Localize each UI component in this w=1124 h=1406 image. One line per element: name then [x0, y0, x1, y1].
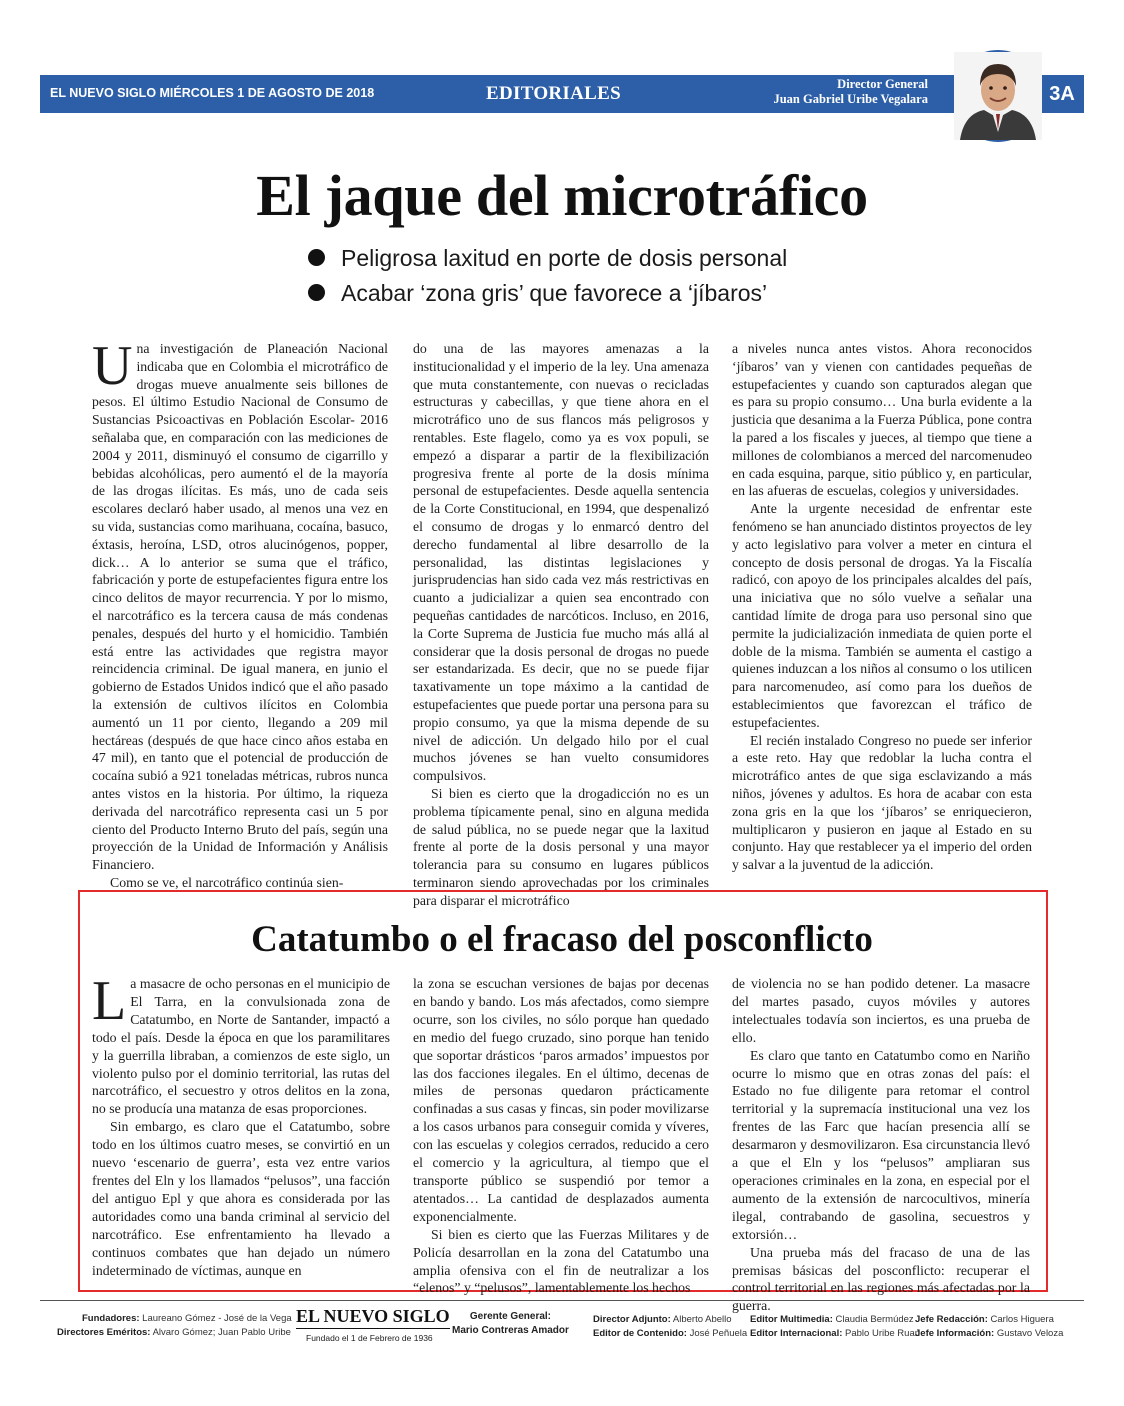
editorial-1-bullet-1	[308, 245, 787, 272]
paragraph	[92, 335, 388, 874]
paragraph-text: na investigación de Planeación Nacional indicaba que en Colombia el microtráfico de drogas mueve anualmente seis billones de pesos. El último Estudio Nacional de Consumo de Sustancias Psicoactivas en Población Escolar- 2016 señalaba que, en comparación con las mediciones de 2004 y 2011, disminuyó el consumo de cigarrillo y bebidas alcohólicas, pero aumentó el de la mayoría de las drogas ilícitas. Es más, uno de cada seis escolares declaró haber usado, al menos una vez en su vida, sustancias como marihuana, cocaína, basuco, éxtasis, heroína, LSD, otros alucinógenos, popper, dick… A lo anterior se suma que el tráfico, fabricación y porte de estupefacientes figura entre los cinco delitos de mayor recurrencia. Y por lo mismo, el narcotráfico es la tercera causa de más condenas penales, después del hurto y el homicidio. También está entre las actividades que registra mayor reincidencia criminal. De igual manera, en junio el gobierno de Estados Unidos indicó que el año pasado la extensión de cultivos ilícitos en Colombia aumentó un 11 por ciento, llegando a 209 mil hectáreas (después de que hace cinco años estaba en 47 mil), en tanto que el potencial de producción de cocaína subió a 921 toneladas métricas, rubros nunca antes vistos en la historia. Por último, la riqueza derivada del narcotráfico representa casi un 5 por ciento del Producto Interno Bruto del país, según una proyección de la Unidad de Información y Análisis Financiero.	[92, 341, 388, 873]
drop-cap: U	[92, 335, 133, 397]
footer-redaccion	[915, 1313, 1054, 1327]
footer-value: Gustavo Veloza	[996, 1328, 1064, 1339]
paragraph: do una de las mayores amenazas a la institucionalidad y el imperio de la ley. Una amenaza que muta constantemente, con nuevas o recicladas estructuras y cabecillas, y que tiene ahora en el microtráfico uno de sus flancos más peligrosos y rentables. Este flagelo, como ya es vox populi, se empezó a disparar a partir de la flexibilización progresiva frente al porte de la dosis mínima personal de estupefacientes. Desde aquella sentencia de la Corte Constitucional, en 1994, que despenalizó el consumo de drogas y lo enmarcó dentro del derecho fundamental al libre desarrollo de la personalidad, las distintas legislaciones y jurisprudencias han sido cada vez más restrictivas en cuanto a judicializar a quien sea encontrado con pequeñas cantidades de narcóticos. Incluso, en 2016, la Corte Suprema de Justicia fue mucho más allá al considerar que la dosis personal de drogas no puede ser estandarizada. Es decir, que no se puede fijar taxativamente un tope máximo a la cantidad de estupefacientes que puede portar una persona para su propio consumo, ya que la misma depende de su nivel de adicción. Un delgado hilo por el cual muchos jóvenes se han vuelto consumidores compulsivos.	[413, 341, 709, 784]
footer-contenido	[593, 1327, 747, 1341]
drop-cap: L	[92, 970, 127, 1032]
footer-divider	[40, 1300, 1084, 1301]
paragraph: a niveles nunca antes vistos. Ahora reconocidos ‘jíbaros’ van y vienen con cantidades pequeñas de estupefacientes y cuando son capturados alegan que es para su propio consumo… Una burla evidente a la justicia que desanima a la Fuerza Pública, pone contra la pared a los fiscales y jueces, al tiempo que tiene a millones de colombianos a merced del narcomenudeo en cada esquina, parque, sitio público y, en particular, en las afueras de escuelas, colegios y universidades.	[732, 341, 1032, 499]
bullet-dot-icon	[308, 284, 325, 301]
footer-value: Pablo Uribe Ruan	[845, 1328, 921, 1339]
footer-emeritus	[57, 1326, 291, 1340]
director-credit	[773, 77, 928, 107]
paragraph: Una prueba más del fracaso de una de las premisas básicas del posconflicto: recuperar el control territorial en las regiones más afectadas por la guerra.	[732, 1244, 1030, 1314]
director-name: Juan Gabriel Uribe Vegalara	[773, 92, 928, 106]
footer-label: Director Adjunto:	[593, 1314, 671, 1325]
header-band	[40, 75, 1084, 113]
footer-value: Carlos Higuera	[990, 1314, 1054, 1325]
paragraph: la zona se escuchan versiones de bajas por decenas en bando y bando. Los más afectados, como siempre ocurre, son los civiles, no sólo porque han quedado en medio del fuego cruzado, sino porque han tenido que soportar drásticos ‘paros armados’ impuestos por las dos facciones ilegales. En el último, decenas de miles de personas quedaron prácticamente confinadas a sus casas y fincas, sin poder movilizarse a los casos urbanos para conseguir comida y víveres, con las escuelas y colegios cerrados, reducido a cero el comercio y la agricultura, al tiempo que el transporte público se suspendió por temor a atentados… La cantidad de desplazados aumenta exponencialmente.	[413, 976, 709, 1224]
footer-value: Laureano Gómez - José de la Vega	[142, 1313, 292, 1324]
footer-founded: Fundado el 1 de Febrero de 1936	[306, 1333, 433, 1343]
paragraph: de violencia no se han podido detener. La masacre del martes pasado, cuyos móviles y autores intelectuales todavía son inciertos, es una prueba de ello.	[732, 976, 1030, 1045]
paragraph	[92, 970, 390, 1118]
editorial-1-title: El jaque del microtráfico	[256, 163, 868, 228]
section-title: EDITORIALES	[486, 83, 621, 104]
footer-value: Alvaro Gómez; Juan Pablo Uribe	[152, 1327, 291, 1338]
date-line: EL NUEVO SIGLO MIÉRCOLES 1 DE AGOSTO DE 2018	[50, 86, 375, 100]
editorial-1-column-2	[413, 340, 709, 908]
paragraph: Sin embargo, es claro que el Catatumbo, sobre todo en los últimos cuatro meses, se convirtió en un nuevo ‘escenario de guerra’, esta vez entre varios frentes del Eln y los llamados “pelusos”, una facción del antiguo Epl y que ahora es considerada por las autoridades como una banda criminal al servicio del narcotráfico. Ese enfrentamiento ha llevado a continuos combates que han dejado un número indeterminado de víctimas, aunque en	[92, 1119, 390, 1278]
footer-value: José Peñuela	[689, 1328, 748, 1339]
editorial-1-bullet-2	[308, 280, 767, 307]
footer-internacional	[750, 1327, 920, 1341]
paragraph: Es claro que tanto en Catatumbo como en Nariño ocurre lo mismo que en otras zonas del país: el Estado no fue diligente para retomar el control territorial y la supremacía institucional una vez los frentes de las Farc que hacían presencia allí se desarmaron y desmovilizaron. Esa circunstancia llevó a que el Eln y los “pelusos” ampliaran sus operaciones criminales en la zona, en especial por el aumento de la extensión de narcocultivos, minería ilegal, contrabando de gasolina, secuestros y extorsión…	[732, 1047, 1030, 1242]
footer-label: Editor Multimedia:	[750, 1314, 833, 1325]
footer-label: Directores Eméritos:	[57, 1327, 151, 1338]
footer-label: Jefe Información:	[915, 1328, 995, 1339]
bullet-dot-icon	[308, 249, 325, 266]
paragraph-text: a masacre de ocho personas en el municipio de El Tarra, en la convulsionada zona de Catatumbo, en Norte de Santander, impactó a todo el país. Desde la época en que los paramilitares y la guerrilla libraban, a comienzos de este siglo, un violento pulso por el dominio territorial, las rutas del narcotráfico, el secuestro y otros delitos en la zona, no se producía una matanza de esas proporciones.	[92, 976, 390, 1117]
director-title: Director General	[837, 77, 928, 91]
newspaper-logo: EL NUEVO SIGLO	[296, 1306, 450, 1329]
paragraph: Como se ve, el narcotráfico continúa sien-	[110, 874, 344, 890]
bullet-text: Acabar ‘zona gris’ que favorece a ‘jíbaros’	[341, 280, 768, 306]
editorial-2-column-2	[413, 975, 709, 1296]
director-portrait	[952, 50, 1044, 142]
bullet-text: Peligrosa laxitud en porte de dosis personal	[341, 245, 788, 271]
footer-value: Alberto Abello	[672, 1314, 732, 1325]
page-number: 3A	[1049, 83, 1075, 105]
footer-gerente	[452, 1310, 569, 1338]
paragraph: Si bien es cierto que la drogadicción no es un problema típicamente penal, sino en alguna medida de salud pública, no se puede negar que la laxitud frente al porte de la dosis personal y una mayor tolerancia para su consumo en lugares públicos terminaron siendo aprovechadas por los criminales para disparar el microtráfico	[413, 785, 709, 908]
footer-label: Gerente General:	[469, 1311, 552, 1322]
editorial-2-column-3	[732, 975, 1030, 1314]
editorial-2-title: Catatumbo o el fracaso del posconflicto	[251, 919, 873, 960]
footer-multimedia	[750, 1313, 914, 1327]
paragraph: Ante la urgente necesidad de enfrentar este fenómeno se han anunciado distintos proyectos de ley y acto legislativo para volver a meter en cintura el concepto de dosis personal de drogas. Ya la Fiscalía radicó, con apoyo de los principales alcaldes del país, una iniciativa que no sólo vuelve a señalar una cantidad límite de droga para uso personal sino que permite la judicialización inmediata de quien porte el doble de la misma. También se aumenta el castigo a quienes induzcan a los niños al consumo o los utilicen para narcomenudeo, así como para los dueños de establecimientos que favorezcan el tráfico de estupefacientes.	[732, 501, 1032, 730]
paragraph: El recién instalado Congreso no puede ser inferior a este reto. Hay que redoblar la lucha contra el microtráfico antes de que siga esclavizando a más niños, jóvenes y adultos. Es hora de acabar con esta zona gris en la que los ‘jíbaros’ se enriquecieron, multiplicaron y pusieron en jaque al Estado en su conjunto. Hay que restablecer ya el imperio del orden y salvar a la juventud de la adicción.	[732, 732, 1032, 873]
footer-adjunto	[593, 1313, 732, 1327]
footer-label: Editor de Contenido:	[593, 1328, 687, 1339]
editorial-2-column-1	[92, 970, 390, 1285]
paragraph: Si bien es cierto que las Fuerzas Militares y de Policía desarrollan en la zona del Catatumbo una amplia ofensiva con el fin de neutralizar a los “elenos” y “pelusos”, lamentablemente los hechos	[413, 1226, 709, 1296]
footer-value: Mario Contreras Amador	[452, 1325, 569, 1336]
footer-label: Fundadores:	[82, 1313, 140, 1324]
footer-value: Claudia Bermúdez	[835, 1314, 914, 1325]
footer-founders	[82, 1312, 292, 1326]
editorial-1-column-3	[732, 340, 1032, 892]
footer-label: Jefe Redacción:	[915, 1314, 988, 1325]
footer-informacion	[915, 1327, 1063, 1341]
footer-label: Editor Internacional:	[750, 1328, 843, 1339]
editorial-1-column-1	[92, 335, 388, 892]
